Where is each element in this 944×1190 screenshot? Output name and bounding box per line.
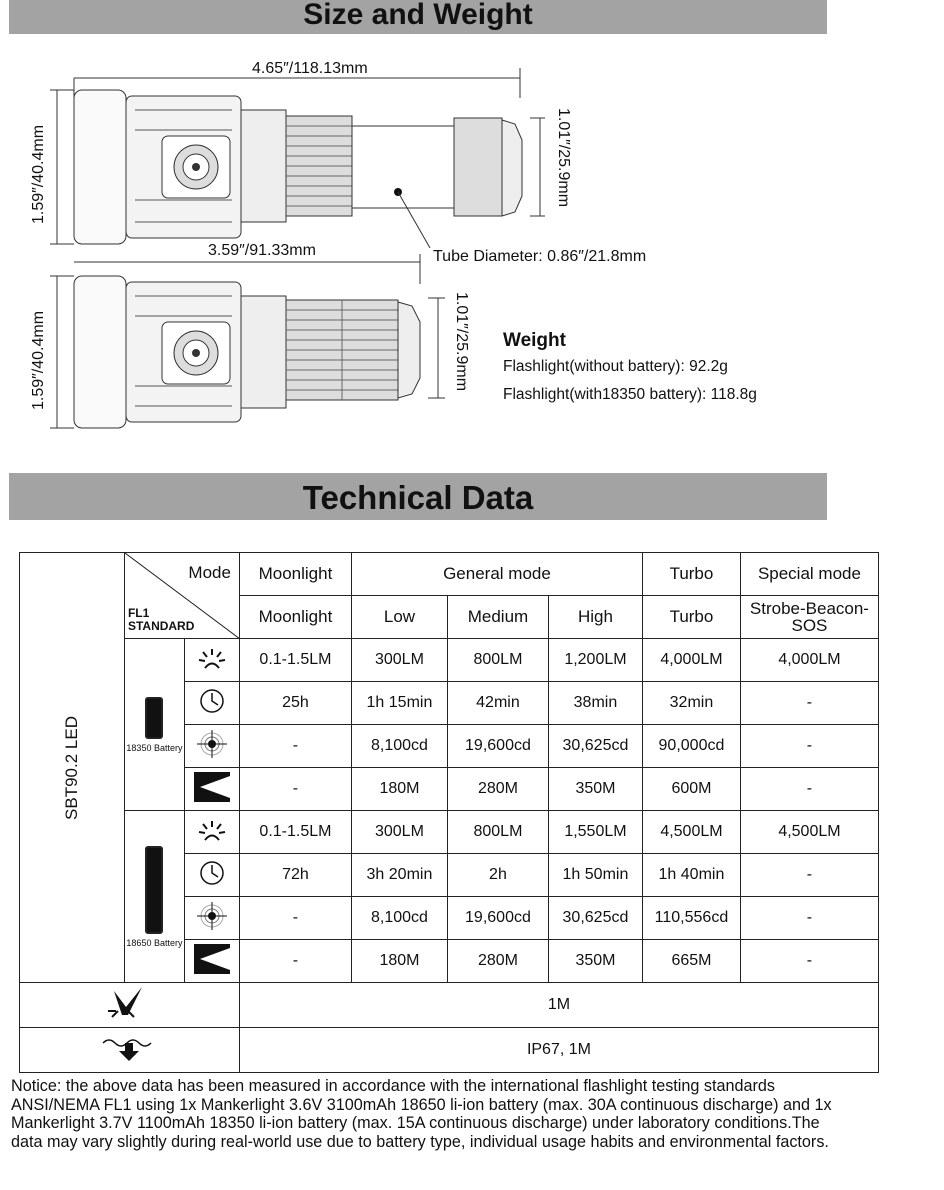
brightness-icon [184, 811, 239, 854]
cell-18350-r1-c3: 38min [548, 682, 642, 725]
waterproof-icon [20, 1028, 240, 1073]
cell-18350-r1-c1: 1h 15min [351, 682, 447, 725]
cell-18650-r0-c5: 4,500LM [740, 811, 878, 854]
size-weight-title: Size and Weight [303, 0, 533, 31]
cell-18650-r2-c3: 30,625cd [548, 897, 642, 940]
cell-18650-r1-c0: 72h [239, 854, 351, 897]
cell-18350-r3-c1: 180M [351, 768, 447, 811]
header-turbo: Turbo [642, 553, 740, 596]
cell-18350-r2-c3: 30,625cd [548, 725, 642, 768]
weight-title: Weight [503, 330, 566, 351]
weight-without-battery: Flashlight(without battery): 92.2g [503, 358, 728, 375]
spec-table [19, 552, 879, 1073]
cell-18650-r1-c5: - [740, 854, 878, 897]
tube-diameter-label: Tube Diameter: 0.86″/21.8mm [433, 248, 647, 265]
cell-18650-r2-c4: 110,556cd [642, 897, 740, 940]
impact-resistance-value: 1M [239, 983, 878, 1028]
intensity-icon [184, 725, 239, 768]
header-general-mode: General mode [351, 553, 642, 596]
cell-18650-r3-c5: - [740, 940, 878, 983]
cell-18350-r1-c0: 25h [239, 682, 351, 725]
cell-18650-r2-c1: 8,100cd [351, 897, 447, 940]
battery-18350-cell [124, 639, 184, 811]
clock-icon [184, 682, 239, 725]
mode-label: Mode [188, 563, 231, 582]
cell-18650-r2-c5: - [740, 897, 878, 940]
subheader-high: High [548, 596, 642, 639]
technical-data-banner [9, 473, 827, 520]
cell-18650-r0-c0: 0.1-1.5LM [239, 811, 351, 854]
led-label-cell [20, 553, 125, 983]
cell-18350-r1-c4: 32min [642, 682, 740, 725]
battery-18350-label: 18350 Battery [126, 742, 183, 753]
cell-18650-r1-c4: 1h 40min [642, 854, 740, 897]
size-weight-banner [9, 0, 827, 34]
cell-18350-r0-c5: 4,000LM [740, 639, 878, 682]
cell-18350-r1-c5: - [740, 682, 878, 725]
cell-18350-r0-c3: 1,200LM [548, 639, 642, 682]
cell-18350-r2-c5: - [740, 725, 878, 768]
cell-18650-r1-c3: 1h 50min [548, 854, 642, 897]
cell-18350-r0-c1: 300LM [351, 639, 447, 682]
cell-18650-r3-c3: 350M [548, 940, 642, 983]
waterproof-value: IP67, 1M [239, 1028, 878, 1073]
beam-distance-icon [184, 940, 239, 983]
cell-18350-r3-c3: 350M [548, 768, 642, 811]
intensity-icon [184, 897, 239, 940]
tail-diameter-bottom-label: 1.01″/25.9mm [453, 292, 470, 392]
cell-18650-r3-c4: 665M [642, 940, 740, 983]
cell-18650-r3-c1: 180M [351, 940, 447, 983]
cell-18650-r0-c3: 1,550LM [548, 811, 642, 854]
subheader-strobe: Strobe-Beacon-SOS [740, 596, 878, 639]
subheader-turbo: Turbo [642, 596, 740, 639]
total-length-label: 4.65″/118.13mm [252, 60, 368, 77]
weight-with-battery: Flashlight(with18350 battery): 118.8g [503, 386, 757, 403]
cell-18650-r1-c2: 2h [447, 854, 548, 897]
battery-18350-icon [145, 697, 163, 739]
cell-18350-r3-c0: - [239, 768, 351, 811]
notice-text: Notice: the above data has been measured in accordance with the international flashlight testing standards ANSI/NEMA FL1 using 1x Mankerlight 3.6V 3100mAh 18650 li-ion battery (max. 30A continuous discharge) and 1x Mankerlight 3.7V 1100mAh 18350 li-ion battery (max. 15A continuous discharge) under laboratory conditions.The data may vary slightly during real-world use due to battery type, individual usage habits and environmental factors. [11, 1077, 832, 1151]
cell-18650-r0-c1: 300LM [351, 811, 447, 854]
header-special-mode: Special mode [740, 553, 878, 596]
subheader-medium: Medium [447, 596, 548, 639]
cell-18650-r2-c2: 19,600cd [447, 897, 548, 940]
cell-18650-r1-c1: 3h 20min [351, 854, 447, 897]
beam-distance-icon [184, 768, 239, 811]
mode-header-cell [124, 553, 239, 639]
head-diameter-top-label: 1.59″/40.4mm [30, 124, 47, 224]
brightness-icon [184, 639, 239, 682]
cell-18350-r3-c5: - [740, 768, 878, 811]
header-moonlight: Moonlight [239, 553, 351, 596]
battery-18650-label: 18650 Battery [126, 937, 183, 948]
cell-18350-r2-c2: 19,600cd [447, 725, 548, 768]
short-length-label: 3.59″/91.33mm [208, 242, 316, 259]
cell-18350-r0-c0: 0.1-1.5LM [239, 639, 351, 682]
cell-18350-r2-c4: 90,000cd [642, 725, 740, 768]
cell-18650-r0-c2: 800LM [447, 811, 548, 854]
clock-icon [184, 854, 239, 897]
cell-18350-r1-c2: 42min [447, 682, 548, 725]
cell-18350-r0-c2: 800LM [447, 639, 548, 682]
technical-data-title: Technical Data [302, 479, 534, 516]
standard-label: FL1 STANDARD [127, 606, 195, 633]
head-diameter-bottom-label: 1.59″/40.4mm [30, 310, 47, 410]
cell-18650-r3-c2: 280M [447, 940, 548, 983]
cell-18650-r3-c0: - [239, 940, 351, 983]
cell-18350-r2-c0: - [239, 725, 351, 768]
battery-18650-cell [124, 811, 184, 983]
impact-resistance-icon [20, 983, 240, 1028]
battery-18650-icon [145, 846, 163, 934]
cell-18350-r3-c2: 280M [447, 768, 548, 811]
tail-diameter-top-label: 1.01″/25.9mm [555, 108, 572, 208]
subheader-moonlight: Moonlight [239, 596, 351, 639]
subheader-low: Low [351, 596, 447, 639]
cell-18350-r2-c1: 8,100cd [351, 725, 447, 768]
cell-18650-r0-c4: 4,500LM [642, 811, 740, 854]
cell-18350-r0-c4: 4,000LM [642, 639, 740, 682]
cell-18350-r3-c4: 600M [642, 768, 740, 811]
cell-18650-r2-c0: - [239, 897, 351, 940]
led-label: SBT90.2 LED [61, 715, 81, 820]
